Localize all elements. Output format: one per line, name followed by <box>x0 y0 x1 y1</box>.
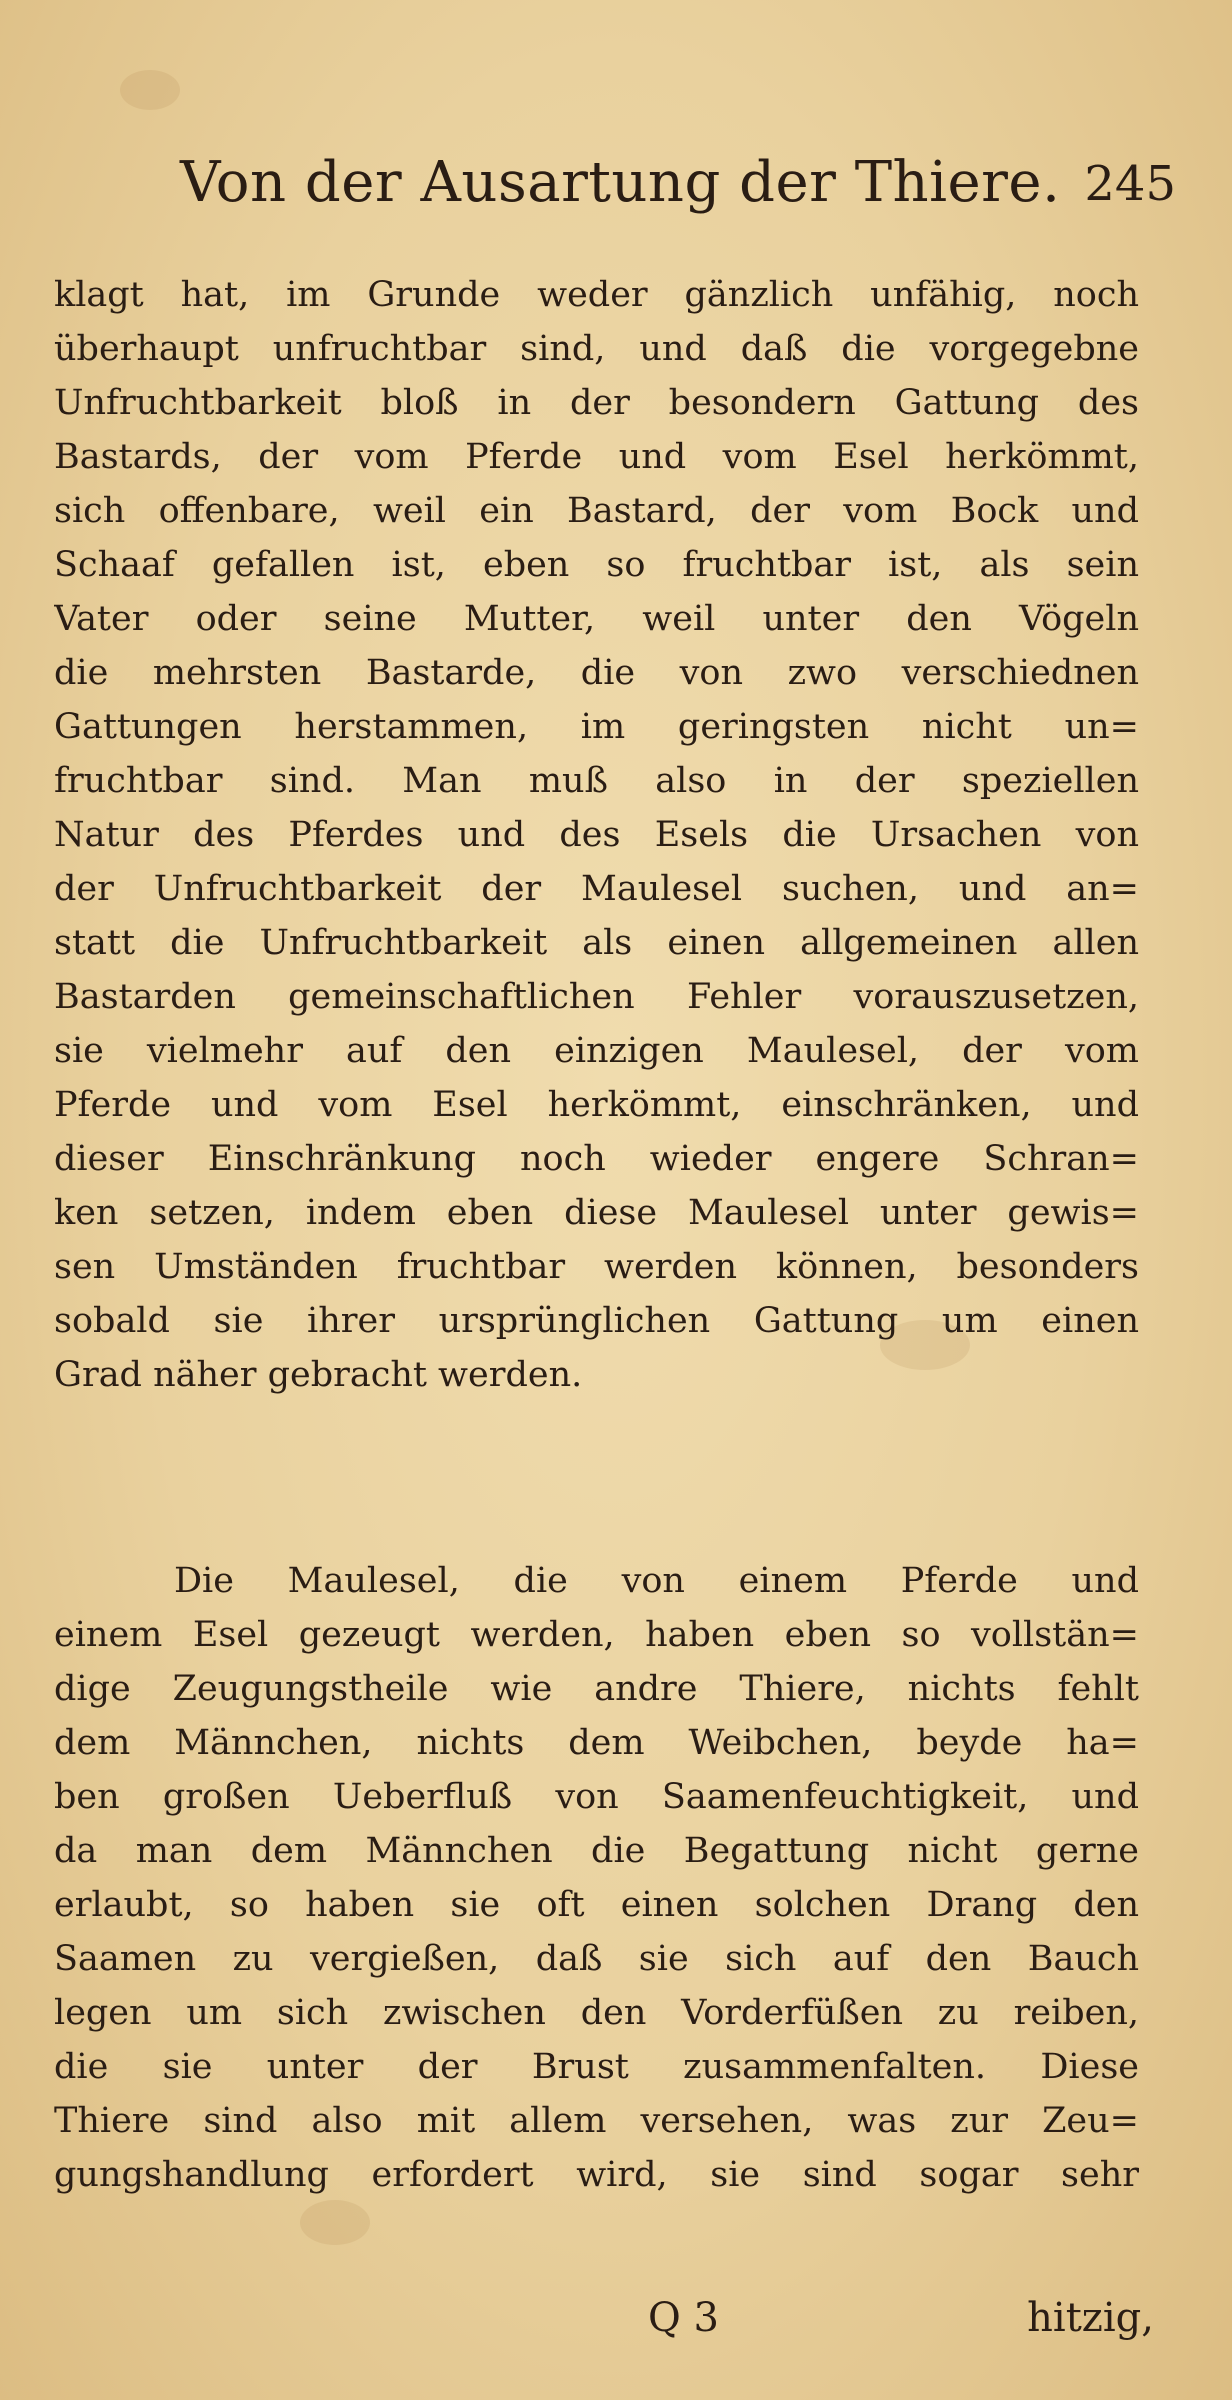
text-line: da man dem Männchen die Begattung nicht gerne <box>54 1831 1139 1871</box>
page-footer <box>0 2295 1232 2355</box>
text-line: statt die Unfruchtbarkeit als einen allgemeinen allen <box>54 923 1139 963</box>
text-line: dem Männchen, nichts dem Weibchen, beyde ha= <box>54 1723 1139 1763</box>
text-line: gungshandlung erfordert wird, sie sind sogar sehr <box>54 2155 1139 2195</box>
text-line: sie vielmehr auf den einzigen Maulesel, der vom <box>54 1031 1139 1071</box>
text-line: dige Zeugungstheile wie andre Thiere, nichts fehlt <box>54 1669 1139 1709</box>
text-line: sobald sie ihrer ursprünglichen Gattung um einen <box>54 1301 1139 1341</box>
text-line: die sie unter der Brust zusammenfalten. Diese <box>54 2047 1139 2087</box>
text-line: Saamen zu vergießen, daß sie sich auf den Bauch <box>54 1939 1139 1979</box>
text-line: fruchtbar sind. Man muß also in der speziellen <box>54 761 1139 801</box>
text-line: Bastarden gemeinschaftlichen Fehler vorauszusetzen, <box>54 977 1139 1017</box>
paper-stain <box>300 2200 370 2245</box>
text-line: Natur des Pferdes und des Esels die Ursachen von <box>54 815 1139 855</box>
catchword: hitzig, <box>1027 2295 1154 2341</box>
text-line: Gattungen herstammen, im geringsten nicht un= <box>54 707 1139 747</box>
text-line: Grad näher gebracht werden. <box>54 1355 583 1395</box>
text-line: legen um sich zwischen den Vorderfüßen zu reiben, <box>54 1993 1139 2033</box>
text-line: dieser Einschränkung noch wieder engere Schran= <box>54 1139 1139 1179</box>
text-line: Schaaf gefallen ist, eben so fruchtbar ist, als sein <box>54 545 1139 585</box>
signature-mark: Q 3 <box>648 2295 719 2341</box>
text-line: ken setzen, indem eben diese Maulesel unter gewis= <box>54 1193 1139 1233</box>
text-line: Thiere sind also mit allem versehen, was zur Zeu= <box>54 2101 1139 2141</box>
running-title: Von der Ausartung der Thiere. <box>180 150 1061 215</box>
text-line: sich offenbare, weil ein Bastard, der vom Bock und <box>54 491 1139 531</box>
text-line: sen Umständen fruchtbar werden können, besonders <box>54 1247 1139 1287</box>
text-line: Vater oder seine Mutter, weil unter den Vögeln <box>54 599 1139 639</box>
text-line: die mehrsten Bastarde, die von zwo verschiednen <box>54 653 1139 693</box>
paper-stain <box>120 70 180 110</box>
text-line: der Unfruchtbarkeit der Maulesel suchen, und an= <box>54 869 1139 909</box>
text-line: erlaubt, so haben sie oft einen solchen Drang den <box>54 1885 1139 1925</box>
page-number: 245 <box>1084 156 1176 212</box>
text-line: Die Maulesel, die von einem Pferde und <box>174 1561 1139 1601</box>
text-line: klagt hat, im Grunde weder gänzlich unfähig, noch <box>54 275 1139 315</box>
text-line: einem Esel gezeugt werden, haben eben so vollstän= <box>54 1615 1139 1655</box>
text-line: Bastards, der vom Pferde und vom Esel herkömmt, <box>54 437 1139 477</box>
running-header <box>60 150 1176 240</box>
text-line: ben großen Ueberfluß von Saamenfeuchtigkeit, und <box>54 1777 1139 1817</box>
text-line: überhaupt unfruchtbar sind, und daß die vorgegebne <box>54 329 1139 369</box>
text-line: Unfruchtbarkeit bloß in der besondern Gattung des <box>54 383 1139 423</box>
text-line: Pferde und vom Esel herkömmt, einschränken, und <box>54 1085 1139 1125</box>
paragraph-1 <box>54 268 1139 1402</box>
paragraph-2 <box>54 1554 1139 2202</box>
